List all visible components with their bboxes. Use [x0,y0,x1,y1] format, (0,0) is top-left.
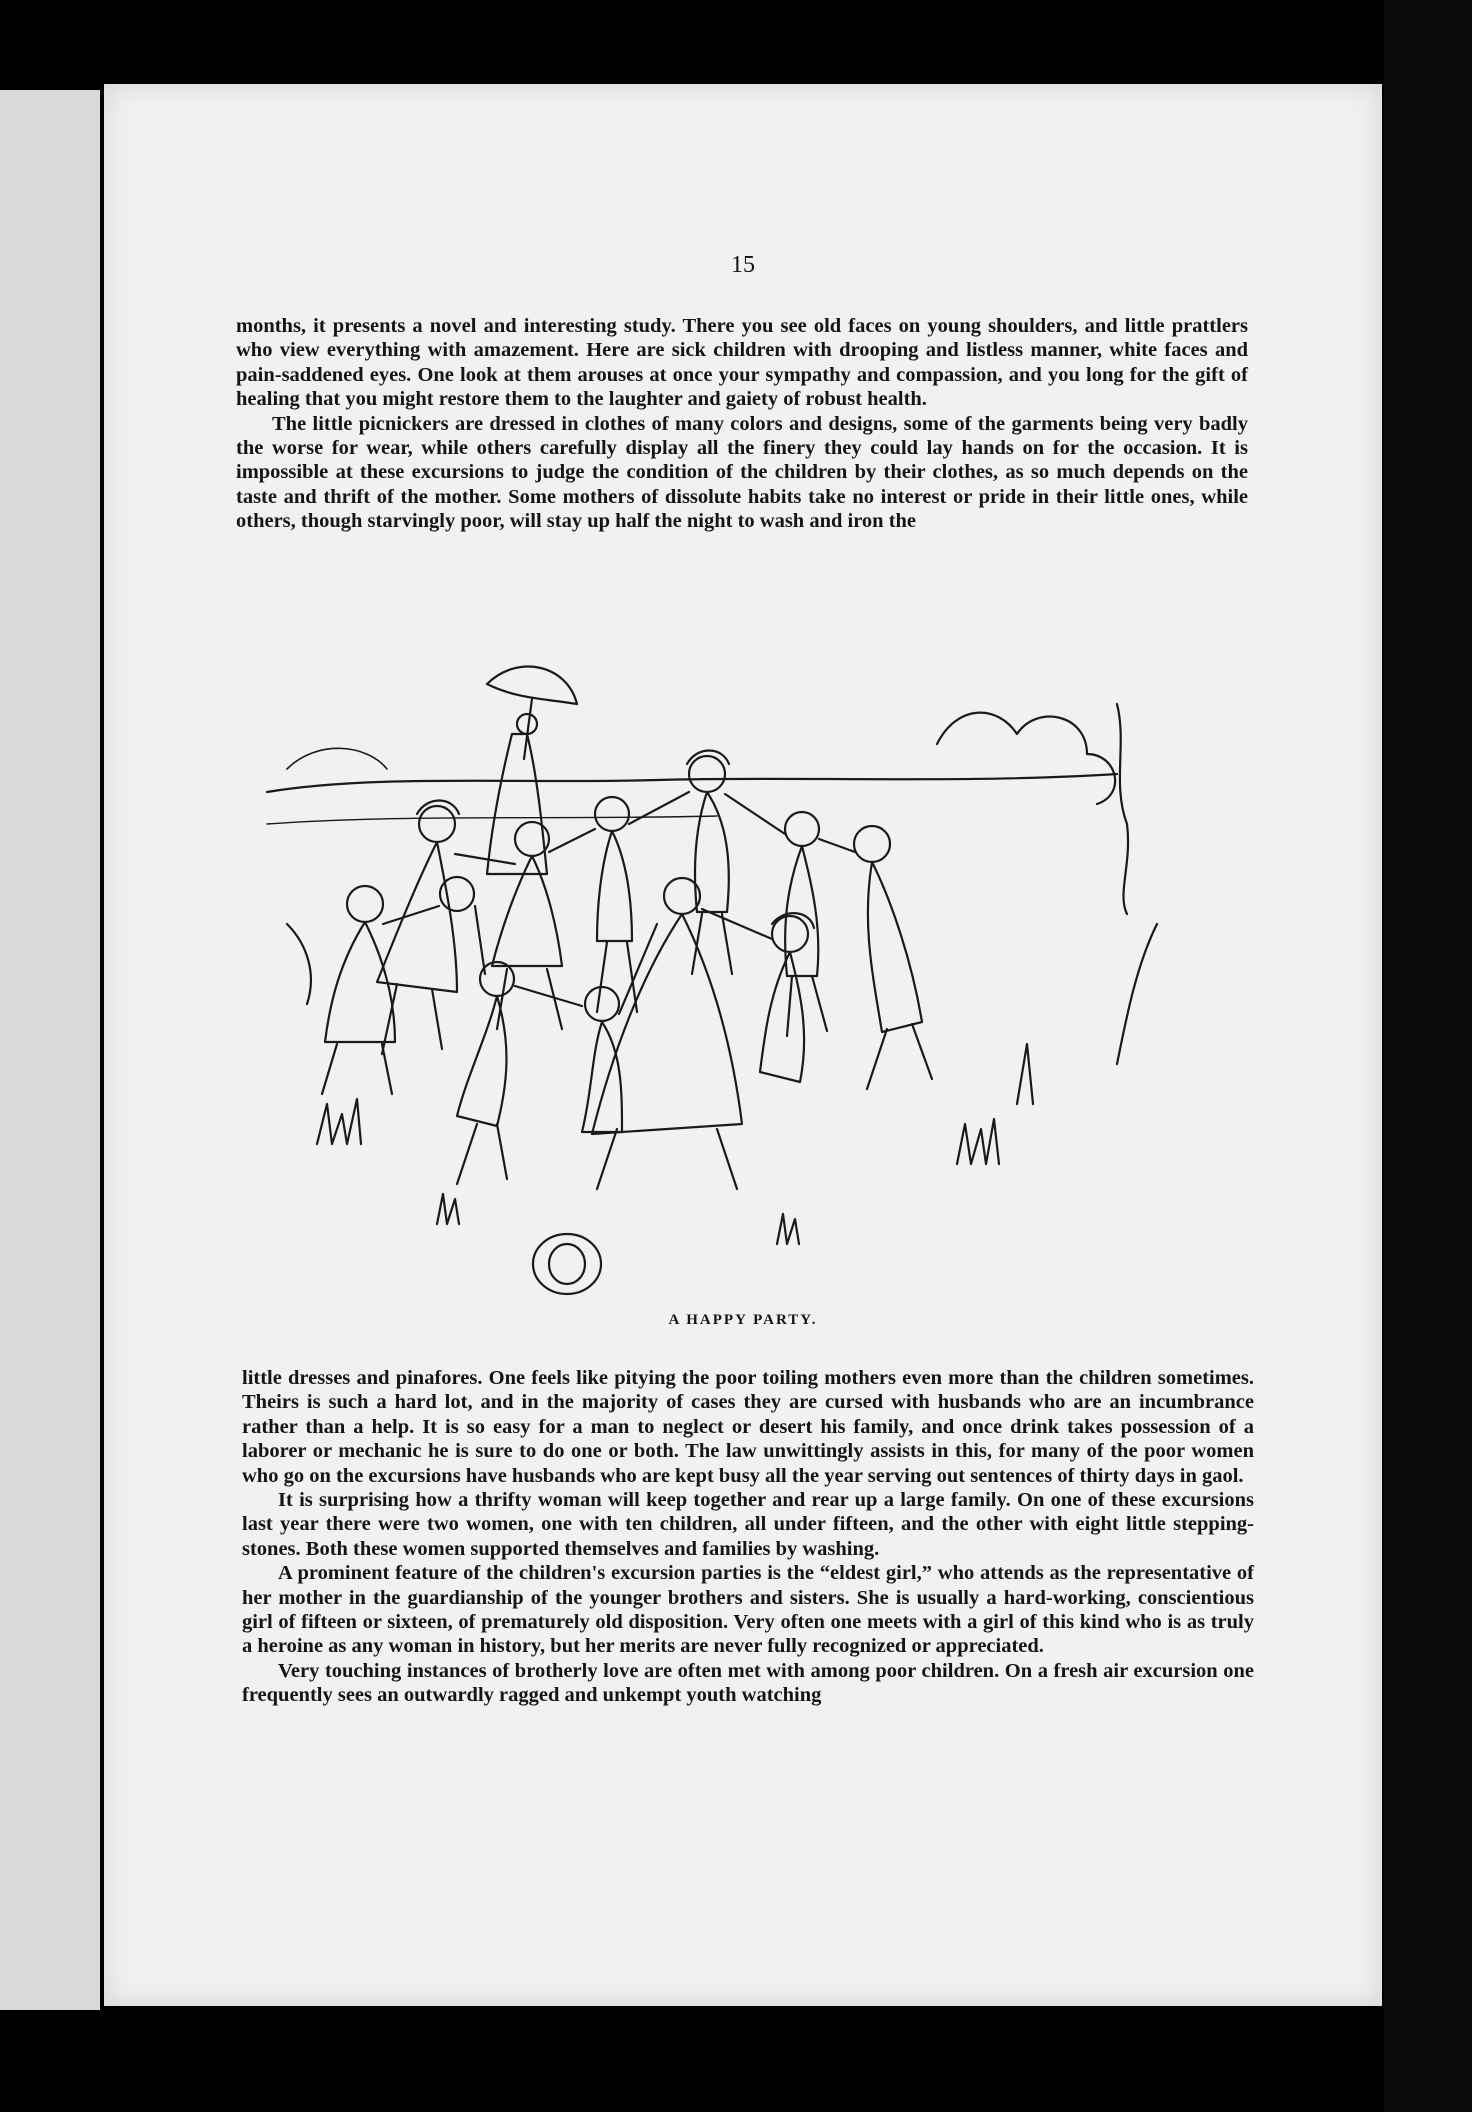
page-number: 15 [731,252,755,278]
paragraph: The little picnickers are dressed in clothes of many colors and designs, some of the garments being very badly the worse for wear, while others carefully display all the finery they could lay hands on for the occasion. It is impossible at these excursions to judge the condition of the children by their clothes, as so much depends on the taste and thrift of the mother. Some mothers of dissolute habits take no interest or pride in their little ones, while others, though starvingly poor, will stay up half the night to wash and iron the [236,412,1248,533]
illustration-caption: A HAPPY PARTY. [668,1312,818,1328]
paragraph: It is surprising how a thrifty woman will keep together and rear up a large family. On one of these excursions last year there were two women, one with ten children, all under fifteen, and the other with eight little stepping-stones. Both these women supported themselves and families by washing. [242,1489,1254,1560]
paragraph: little dresses and pinafores. One feels like pitying the poor toiling mothers even more than the children sometimes. Theirs is such a hard lot, and in the majority of cases they are cursed with husbands who are an incumbrance rather than a help. It is so easy for a man to neglect or desert his family, and once drink takes possession of a laborer or mechanic he is sure to do one or both. The law unwittingly assists in this, for many of the poor women who go on the excursions have husbands who are kept busy all the year serving out sentences of thirty days in gaol. [242,1367,1254,1487]
paragraph: Very touching instances of brotherly love are often met with among poor children. On a fresh air excursion one frequently sees an outwardly ragged and unkempt youth watching [242,1659,1254,1707]
text-block-bottom [242,1366,1254,1708]
facing-page-edge [0,90,100,2010]
scan-border [1384,0,1472,2112]
text-block-top [236,314,1248,534]
paragraph: A prominent feature of the children's excursion parties is the “eldest girl,” who attends as the representative of her mother in the guardianship of the younger brothers and sisters. She is usually a hard-working, conscientious girl of fifteen or sixteen, of prematurely old disposition. Very often one meets with a girl of this kind who is as truly a heroine as any woman in history, but her merits are never fully recognized or appreciated. [242,1562,1254,1658]
illustration-happy-party [257,624,1205,1384]
book-page [104,84,1382,2006]
paragraph: months, it presents a novel and interesting study. There you see old faces on young shoulders, and little prattlers who view everything with amazement. Here are sick children with drooping and listless manner, white faces and pain-saddened eyes. One look at them arouses at once your sympathy and compassion, and you long for the gift of healing that you might restore them to the laughter and gaiety of robust health. [236,315,1248,411]
